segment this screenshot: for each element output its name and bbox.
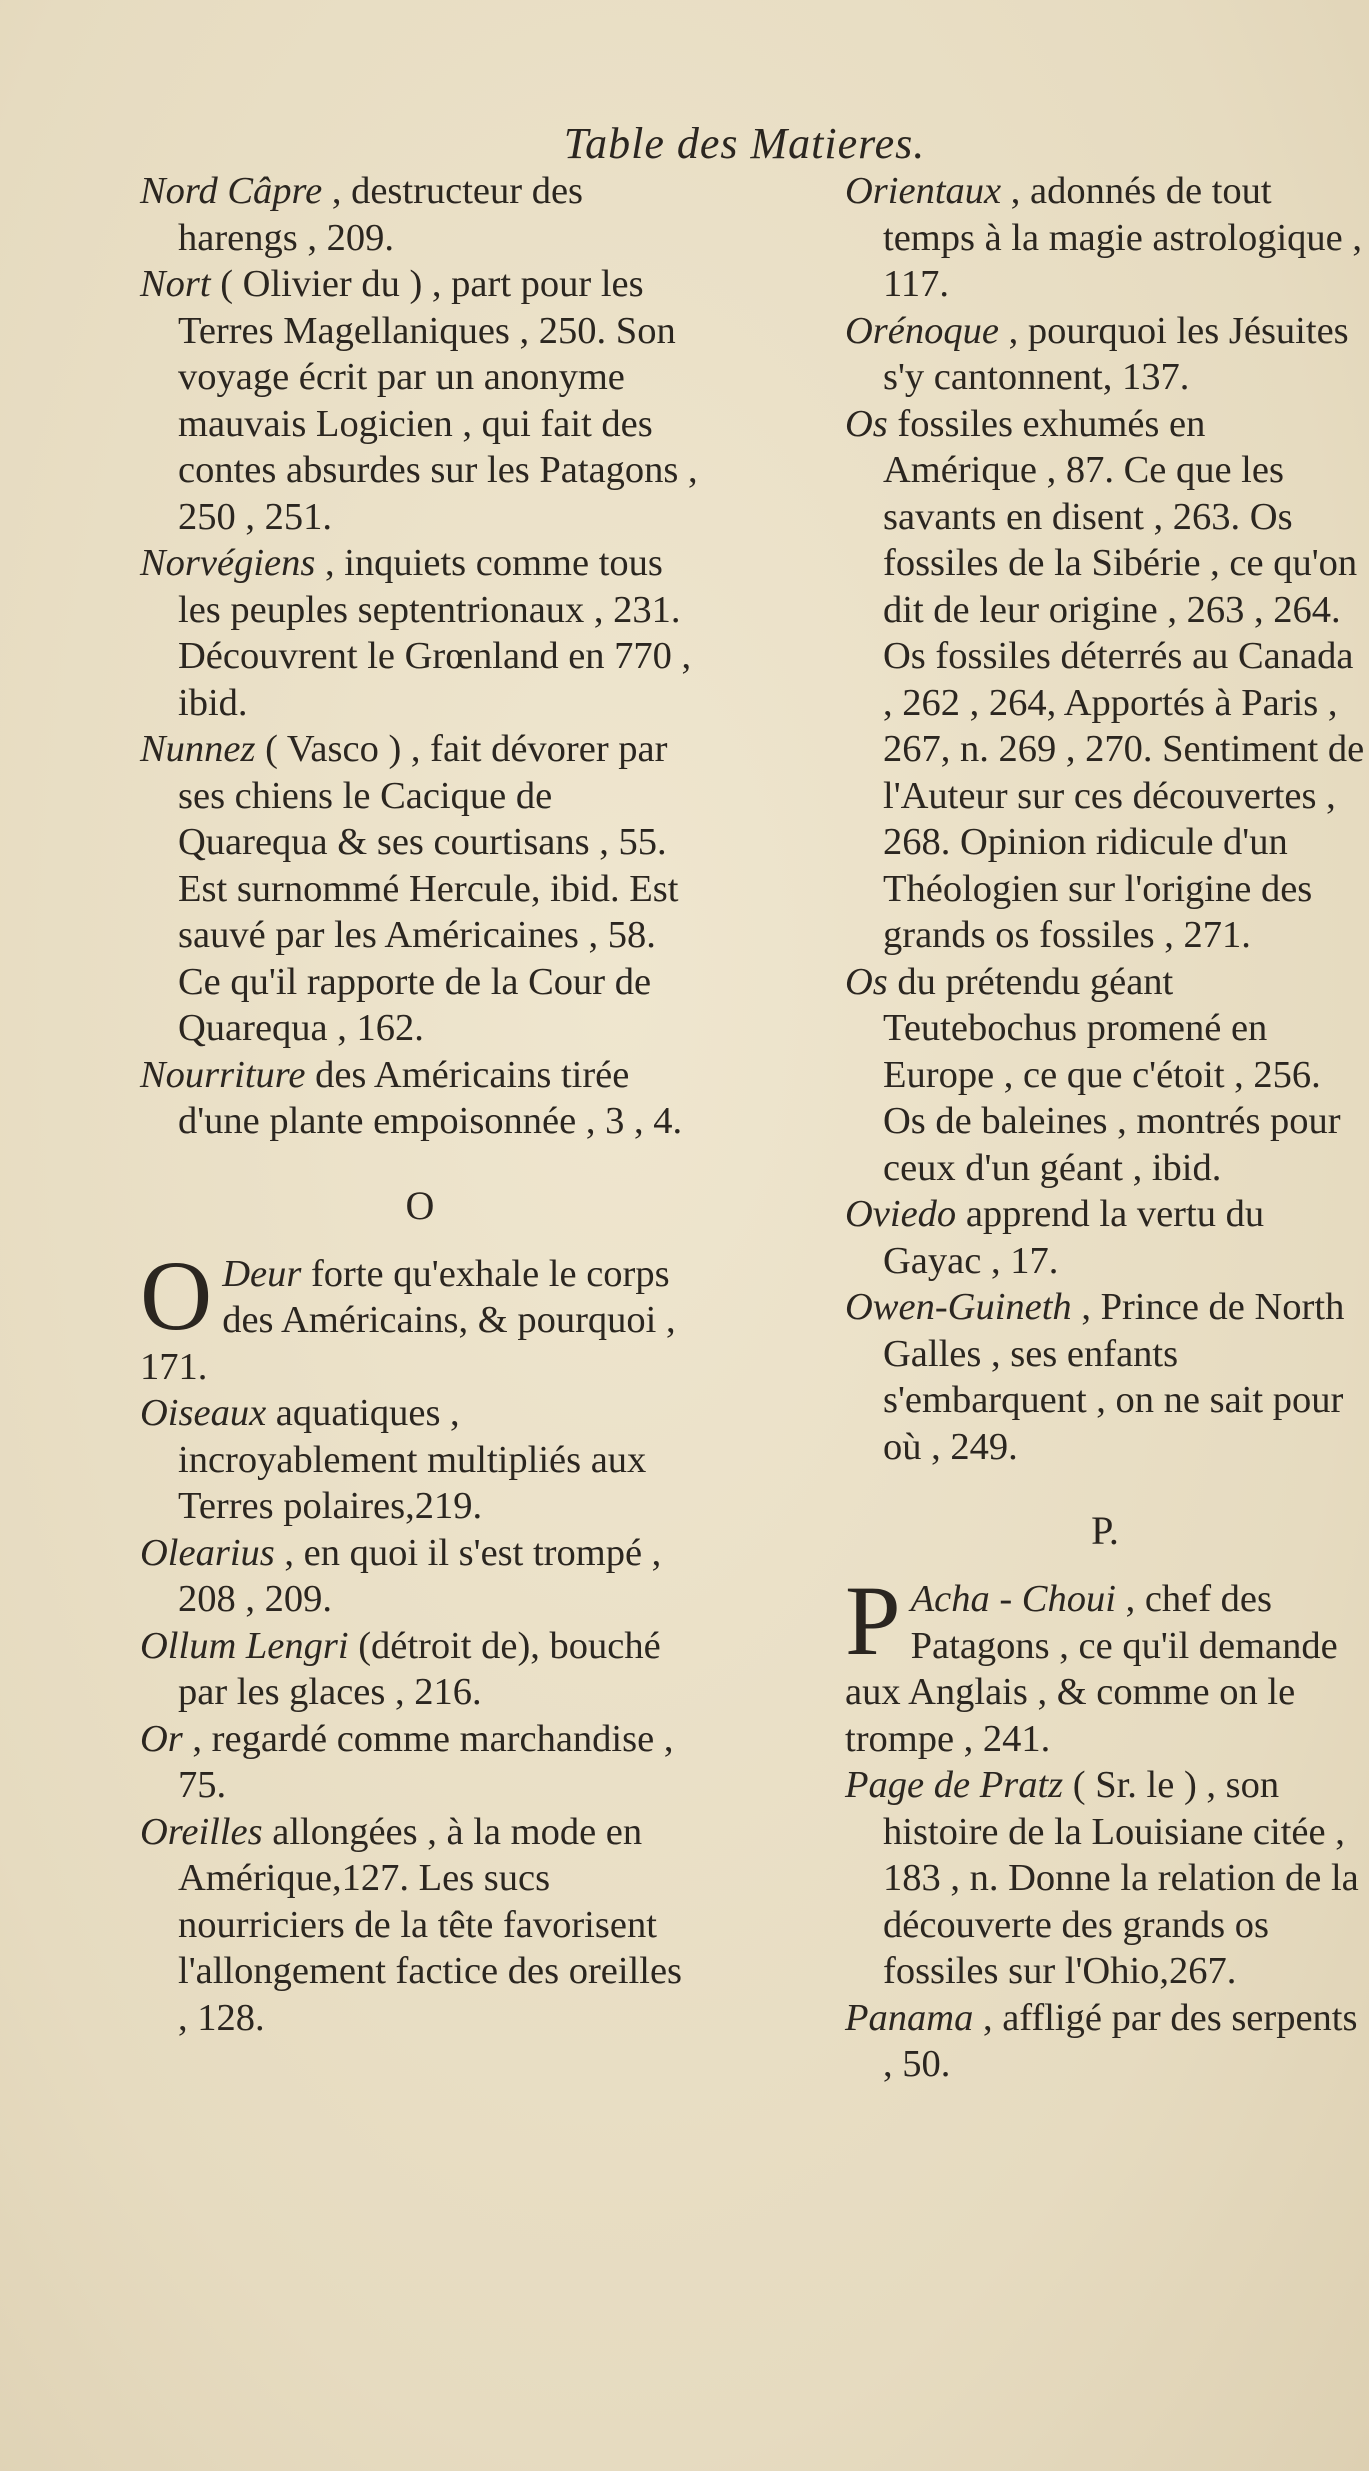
drop-cap: P <box>845 1565 901 1676</box>
index-entry: Oreilles allongées , à la mode en Amérique,127. Les sucs nourriciers de la tête favorisent l'allongement factice des oreilles , 128. <box>140 1810 683 2039</box>
index-entry: Orénoque , pourquoi les Jésuites s'y cantonnent, 137. <box>845 309 1349 398</box>
index-entry: Oviedo apprend la vertu du Gayac , 17. <box>845 1193 1265 1282</box>
index-entry: Norvégiens , inquiets comme tous les peuples septentrionaux , 231. Découvrent le Grœnland en 770 , ibid. <box>140 542 692 724</box>
left-column <box>140 168 700 2041</box>
index-entry: Ollum Lengri (détroit de), bouché par les glaces , 216. <box>140 1624 661 1713</box>
index-entry: Olearius , en quoi il s'est trompé , 208 , 209. <box>140 1531 662 1620</box>
index-entry: Nunnez ( Vasco ) , fait dévorer par ses chiens le Cacique de Quarequa & ses courtisans , 55. Est surnommé Hercule, ibid. Est sauvé par les Américaines , 58. Ce qu'il rapporte de la Cour de Quarequa , 162. <box>140 728 679 1049</box>
section-heading-o: O <box>405 1182 435 1228</box>
running-head: Table des Matieres. <box>563 119 926 168</box>
index-entry: Os fossiles exhumés en Amérique , 87. Ce que les savants en disent , 263. Os fossiles de la Sibérie , ce qu'on dit de leur origine , 263 , 264. Os fossiles déterrés au Canada , 262 , 264, Apportés à Paris , 267, n. 269 , 270. Sentiment de l'Auteur sur ces découvertes , 268. Opinion ridicule d'un Théologien sur l'origine des grands os fossiles , 271. <box>845 402 1365 956</box>
index-entry: Owen-Guineth , Prince de North Galles , ses enfants s'embarquent , on ne sait pour où , 249. <box>845 1286 1345 1468</box>
index-entry: Nourriture des Américains tirée d'une plante empoisonnée , 3 , 4. <box>140 1053 683 1142</box>
index-entry: O Deur forte qu'exhale le corps des Américains, & pourquoi , 171. <box>140 1239 676 1388</box>
index-entry: Or , regardé comme marchandise , 75. <box>140 1717 674 1806</box>
right-column <box>845 168 1365 2088</box>
index-entry: Oiseaux aquatiques , incroyablement multipliés aux Terres polaires,219. <box>140 1392 647 1527</box>
drop-cap: O <box>140 1239 213 1351</box>
index-entry: Nord Câpre , destructeur des harengs , 209. <box>140 170 584 259</box>
section-heading-p: P. <box>1091 1508 1119 1553</box>
index-entry: Orientaux , adonnés de tout temps à la magie astrologique , 117. <box>845 170 1362 305</box>
index-entry: P Acha - Choui , chef des Patagons , ce qu'il demande aux Anglais , & comme on le trompe , 241. <box>845 1565 1338 1760</box>
index-entry: Os du prétendu géant Teutebochus promené en Europe , ce que c'étoit , 256. Os de baleines , montrés pour ceux d'un géant , ibid. <box>845 960 1341 1189</box>
index-entry: Nort ( Olivier du ) , part pour les Terres Magellaniques , 250. Son voyage écrit par un anonyme mauvais Logicien , qui fait des contes absurdes sur les Patagons , 250 , 251. <box>140 263 698 538</box>
index-entry: Page de Pratz ( Sr. le ) , son histoire de la Louisiane citée , 183 , n. Donne la relation de la découverte des grands os fossiles sur l'Ohio,267. <box>845 1764 1359 1992</box>
index-entry: Panama , affligé par des serpents , 50. <box>845 1996 1358 2085</box>
